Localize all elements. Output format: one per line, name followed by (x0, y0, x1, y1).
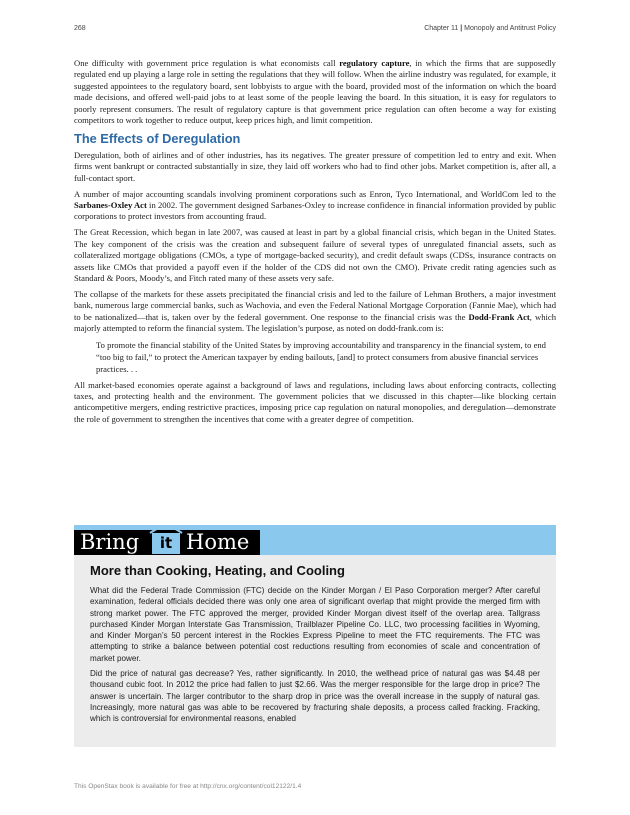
page-footer: This OpenStax book is available for free at http://cnx.org/content/col12122/1.4 (74, 783, 302, 790)
paragraph-regulatory-capture (74, 58, 556, 126)
banner-word-bring: Bring (80, 530, 140, 554)
chapter-name: Monopoly and Antitrust Policy (464, 25, 556, 32)
paragraph-conclusion: All market-based economies operate against a background of laws and regulations, including laws about enforcing contracts, collecting taxes, and protecting health and the environment. The government policies that we discussed in this chapter—like blocking certain anticompetitive mergers, ending restrictive practices, imposing price cap regulation on natural monopolies, and deregulation—demonstrate the role of government to strengthen the incentives that come with a greater degree of competition. (74, 379, 556, 424)
chapter-label: Chapter 11 (424, 25, 459, 32)
feature-paragraph-ftc: What did the Federal Trade Commission (FTC) decide on the Kinder Morgan / El Paso Corporation merger? After careful examination, federal officials decided there was only one area of significant overlap that might provide the merged firm with strong market power. The FTC approved the merger, provided Kinder Morgan divest itself of the overlap area. Tallgrass purchased Kinder Morgan Interstate Gas Transmission, Trailblazer Pipeline Co. LLC, two processing facilities in Wyoming, and Kinder Morgan’s 50 percent interest in the Rockies Express Pipeline to meet the FTC requirements. The FTC was attempting to strike a balance between potential cost reductions resulting from economies of scale and concentration of market power. (90, 586, 540, 663)
banner-word-it: it (152, 533, 180, 554)
chapter-title (424, 25, 556, 32)
key-term: Dodd-Frank Act (468, 311, 530, 322)
text-run: , which majorly attempted to reform the financial system. The legislation’s purpose, as noted on dodd-frank.com is: (74, 311, 556, 334)
block-quote: To promote the financial stability of the United States by improving accountability and transparency in the financial system, to end “too big to fail,” to protect the American taxpayer by ending bailouts, [and] to protect consumers from abusive financial services practices. . . (96, 340, 546, 375)
page-number: 268 (74, 25, 86, 32)
key-term: Sarbanes-Oxley Act (74, 200, 147, 211)
paragraph-sarbanes-oxley (74, 189, 556, 223)
paragraph-deregulation: Deregulation, both of airlines and of other industries, has its negatives. The greater pressure of competition led to entry and exit. When firms went bankrupt or contracted substantially in size, they laid off workers who had to find other jobs. Market competition is, after all, a full-contact sport. (74, 149, 556, 183)
chapter-separator: | (458, 25, 465, 32)
section-heading: The Effects of Deregulation (74, 130, 241, 146)
text-run: The collapse of the markets for these assets precipitated the financial crisis and led to the failure of Lehman Brothers, a major investment bank, numerous large commercial banks, such as Wachovia, and even the Federal National Mortgage Corporation (Fannie Mae), which had to be nationalized—that is, taken over by the federal government. One response to the financial crisis was the (74, 288, 556, 322)
text-run: in 2002. The government designed Sarbanes-Oxley to increase confidence in financial information provided by public corporations to protect investors from accounting fraud. (74, 200, 556, 222)
main-text (74, 58, 556, 430)
bring-it-home-logo (74, 530, 260, 555)
banner-word-home: Home (186, 530, 250, 554)
paragraph-dodd-frank (74, 289, 556, 335)
feature-content (74, 555, 556, 725)
text-run: A number of major accounting scandals involving prominent corporations such as Enron, Tyco International, and WorldCom led to the (74, 188, 556, 199)
bring-it-home-feature (74, 525, 556, 747)
paragraph-great-recession: The Great Recession, which began in late 2007, was caused at least in part by a global financial crisis, which began in the United States. The key component of the crisis was the creation and subsequent failure of several types of unregulated financial assets, such as collateralized mortgage obligations (CMOs, a type of mortgage-backed security), and credit default swaps (CDSs, insurance contracts on assets like CMOs that provided a payoff even if the holder of the CDS did not own the CMO). Private credit rating agencies such as Standard & Poors, Moody’s, and Fitch rated many of these assets very safe. (74, 227, 556, 283)
feature-paragraph-natural-gas: Did the price of natural gas decrease? Yes, rather significantly. In 2010, the wellhead price of natural gas was $4.48 per thousand cubic foot. In 2012 the price had fallen to just $2.66. Was the merger responsible for the large drop in price? The answer is uncertain. The larger contributor to the sharp drop in price was the overall increase in the supply of natural gas. Increasingly, more natural gas was able to be recovered by fracturing shale deposits, a process called fracking. Fracking, which is controversial for environmental reasons, enabled (90, 669, 540, 724)
feature-banner (74, 525, 556, 555)
text-run: , in which the firms that are supposedly regulated end up playing a large role in setting the regulations that they will follow. When the airline industry was regulated, for example, it suggested appointees to the regulatory board, sent lobbyists to argue with the board, provided most of the information on which the board made decisions, and offered well-paid jobs to at least some of the people leaving the board. In this situation, it is easy for regulators to poorly represent consumers. The result of regulatory capture is that government price regulation can often become a way for existing competitors to work together to reduce output, keep prices high, and limit competition. (74, 58, 556, 126)
text-run: One difficulty with government price regulation is what economists call (74, 58, 340, 68)
key-term: regulatory capture (339, 58, 410, 68)
feature-title: More than Cooking, Heating, and Cooling (90, 563, 345, 578)
